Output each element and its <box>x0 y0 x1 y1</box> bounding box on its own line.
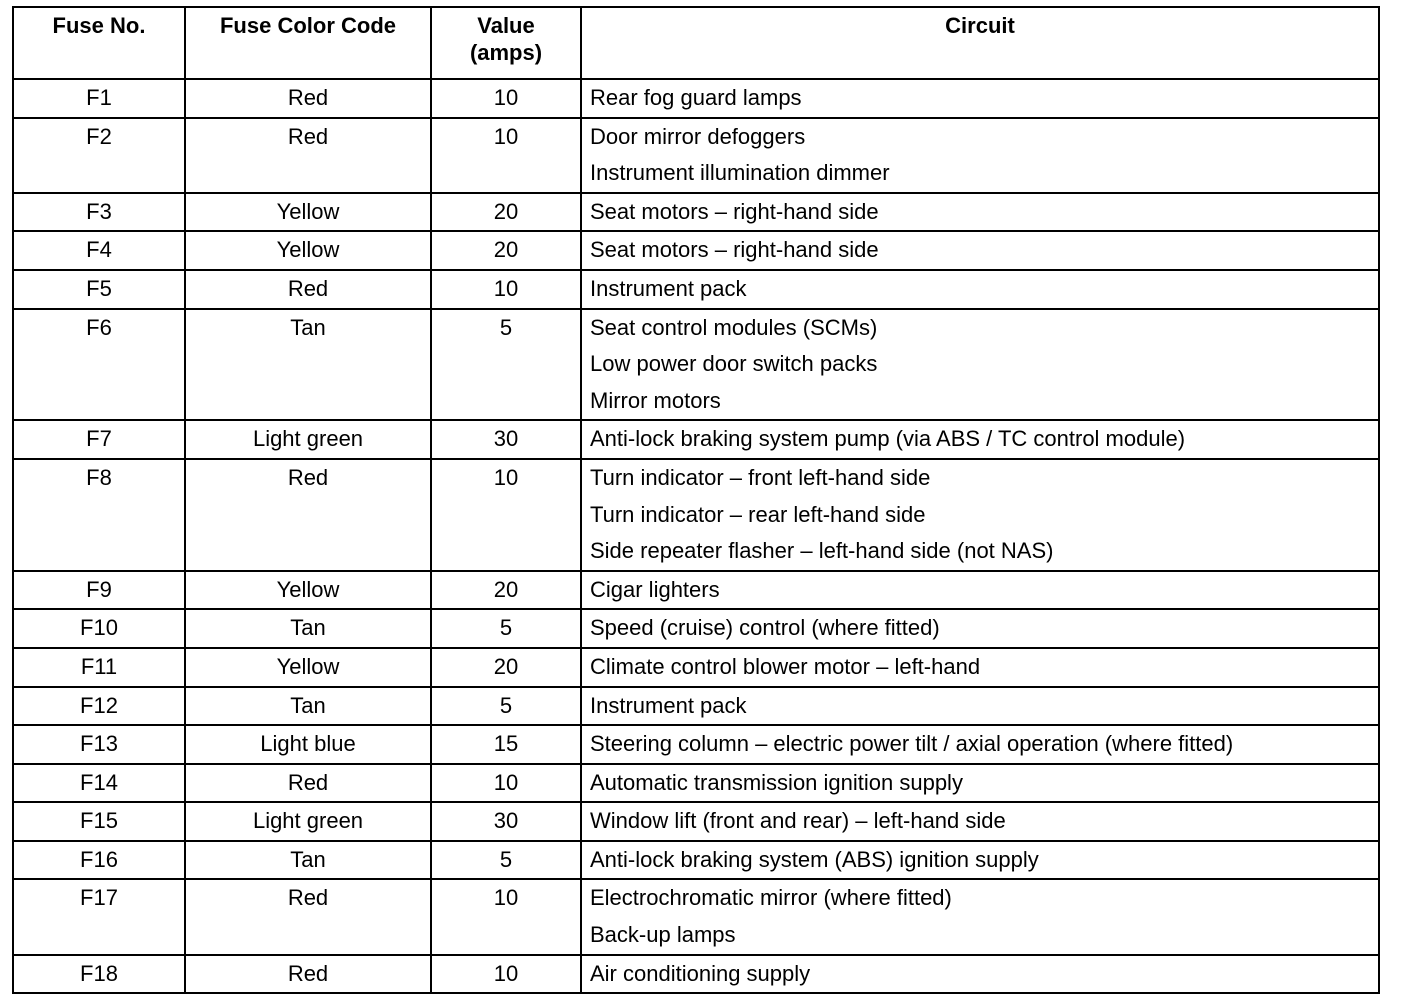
table-row <box>13 841 1379 880</box>
fuse-number-cell: F15 <box>13 802 185 841</box>
circuit-line: Steering column – electric power tilt / axial operation (where fitted) <box>590 731 1234 757</box>
circuit-cell <box>581 725 1379 764</box>
fuse-number-cell: F16 <box>13 841 185 880</box>
circuit-cell <box>581 118 1379 193</box>
circuit-cell <box>581 802 1379 841</box>
circuit-line: Climate control blower motor – left-hand <box>590 653 981 679</box>
fuse-color-cell: Tan <box>185 309 431 421</box>
fuse-number-cell: F5 <box>13 270 185 309</box>
fuse-value-cell: 20 <box>431 231 581 270</box>
circuit-cell <box>581 687 1379 726</box>
table-body <box>13 79 1379 993</box>
circuit-cell <box>581 571 1379 610</box>
fuse-value-cell: 10 <box>431 118 581 193</box>
fuse-number-cell: F4 <box>13 231 185 270</box>
table-row <box>13 648 1379 687</box>
table-row <box>13 459 1379 571</box>
table-row <box>13 79 1379 118</box>
fuse-color-cell: Red <box>185 879 431 954</box>
table-row <box>13 879 1379 954</box>
header-value <box>431 7 581 79</box>
header-row <box>13 7 1379 79</box>
fuse-color-cell: Tan <box>185 609 431 648</box>
fuse-value-cell: 20 <box>431 571 581 610</box>
circuit-cell <box>581 648 1379 687</box>
table-row <box>13 571 1379 610</box>
fuse-number-cell: F13 <box>13 725 185 764</box>
circuit-line: Instrument pack <box>590 692 747 718</box>
fuse-number-cell: F12 <box>13 687 185 726</box>
circuit-line: Mirror motors <box>590 387 721 413</box>
table-row <box>13 309 1379 421</box>
circuit-line: Seat control modules (SCMs) <box>590 314 878 340</box>
fuse-number-cell: F17 <box>13 879 185 954</box>
circuit-line: Window lift (front and rear) – left-hand side <box>590 808 1006 834</box>
circuit-cell <box>581 309 1379 421</box>
fuse-number-cell: F6 <box>13 309 185 421</box>
fuse-value-cell: 5 <box>431 841 581 880</box>
table-row <box>13 802 1379 841</box>
circuit-cell <box>581 841 1379 880</box>
header-fuse-no: Fuse No. <box>13 7 185 79</box>
circuit-line: Low power door switch packs <box>590 351 878 377</box>
fuse-value-cell: 20 <box>431 648 581 687</box>
circuit-line: Rear fog guard lamps <box>590 85 802 110</box>
fuse-number-cell: F7 <box>13 420 185 459</box>
circuit-line: Instrument illumination dimmer <box>590 160 890 186</box>
circuit-cell <box>581 193 1379 232</box>
fuse-value-cell: 20 <box>431 193 581 232</box>
table-row <box>13 231 1379 270</box>
circuit-line: Seat motors – right-hand side <box>590 198 879 224</box>
circuit-cell <box>581 79 1379 118</box>
circuit-line: Cigar lighters <box>590 576 720 602</box>
circuit-line: Electrochromatic mirror (where fitted) <box>590 885 952 911</box>
table-row <box>13 118 1379 193</box>
fuse-color-cell: Light green <box>185 420 431 459</box>
fuse-table <box>12 6 1380 994</box>
fuse-number-cell: F2 <box>13 118 185 193</box>
circuit-line: Side repeater flasher – left-hand side (not NAS) <box>590 538 1054 564</box>
table-row <box>13 955 1379 994</box>
table-row <box>13 764 1379 803</box>
header-value-line1: Value <box>477 13 535 38</box>
fuse-number-cell: F3 <box>13 193 185 232</box>
table-row <box>13 270 1379 309</box>
fuse-color-cell: Tan <box>185 687 431 726</box>
fuse-number-cell: F9 <box>13 571 185 610</box>
fuse-color-cell: Yellow <box>185 648 431 687</box>
fuse-color-cell: Yellow <box>185 571 431 610</box>
fuse-color-cell: Red <box>185 955 431 994</box>
fuse-number-cell: F18 <box>13 955 185 994</box>
fuse-number-cell: F10 <box>13 609 185 648</box>
table-row <box>13 687 1379 726</box>
circuit-cell <box>581 609 1379 648</box>
circuit-line: Seat motors – right-hand side <box>590 237 879 263</box>
fuse-value-cell: 15 <box>431 725 581 764</box>
fuse-number-cell: F8 <box>13 459 185 571</box>
circuit-line: Speed (cruise) control (where fitted) <box>590 615 940 641</box>
fuse-value-cell: 30 <box>431 802 581 841</box>
circuit-line: Instrument pack <box>590 275 747 301</box>
fuse-color-cell: Yellow <box>185 231 431 270</box>
fuse-number-cell: F1 <box>13 79 185 118</box>
table-row <box>13 609 1379 648</box>
circuit-line: Back-up lamps <box>590 922 736 948</box>
circuit-line: Automatic transmission ignition supply <box>590 769 963 795</box>
fuse-color-cell: Red <box>185 118 431 193</box>
fuse-value-cell: 5 <box>431 609 581 648</box>
circuit-line: Air conditioning supply <box>590 960 811 986</box>
fuse-value-cell: 10 <box>431 79 581 118</box>
fuse-number-cell: F11 <box>13 648 185 687</box>
circuit-line: Turn indicator – front left-hand side <box>590 464 931 490</box>
fuse-color-cell: Light blue <box>185 725 431 764</box>
circuit-line: Turn indicator – rear left-hand side <box>590 501 926 527</box>
fuse-value-cell: 10 <box>431 955 581 994</box>
fuse-value-cell: 5 <box>431 687 581 726</box>
circuit-line: Anti-lock braking system pump (via ABS / TC control module) <box>590 426 1186 452</box>
header-value-line2: (amps) <box>469 40 543 65</box>
circuit-cell <box>581 764 1379 803</box>
table-header <box>13 7 1379 79</box>
circuit-cell <box>581 955 1379 994</box>
fuse-value-cell: 10 <box>431 459 581 571</box>
fuse-color-cell: Red <box>185 270 431 309</box>
fuse-value-cell: 30 <box>431 420 581 459</box>
circuit-line: Door mirror defoggers <box>590 123 806 149</box>
header-color-code: Fuse Color Code <box>185 7 431 79</box>
fuse-color-cell: Red <box>185 764 431 803</box>
table-row <box>13 725 1379 764</box>
fuse-color-cell: Tan <box>185 841 431 880</box>
circuit-cell <box>581 231 1379 270</box>
fuse-number-cell: F14 <box>13 764 185 803</box>
table-row <box>13 420 1379 459</box>
fuse-color-cell: Red <box>185 459 431 571</box>
fuse-color-cell: Light green <box>185 802 431 841</box>
fuse-color-cell: Yellow <box>185 193 431 232</box>
circuit-cell <box>581 420 1379 459</box>
circuit-line: Anti-lock braking system (ABS) ignition supply <box>590 846 1039 872</box>
fuse-value-cell: 5 <box>431 309 581 421</box>
fuse-value-cell: 10 <box>431 764 581 803</box>
fuse-value-cell: 10 <box>431 879 581 954</box>
circuit-cell <box>581 879 1379 954</box>
table-row <box>13 193 1379 232</box>
circuit-cell <box>581 459 1379 571</box>
header-circuit: Circuit <box>581 7 1379 79</box>
circuit-cell <box>581 270 1379 309</box>
fuse-color-cell: Red <box>185 79 431 118</box>
fuse-value-cell: 10 <box>431 270 581 309</box>
